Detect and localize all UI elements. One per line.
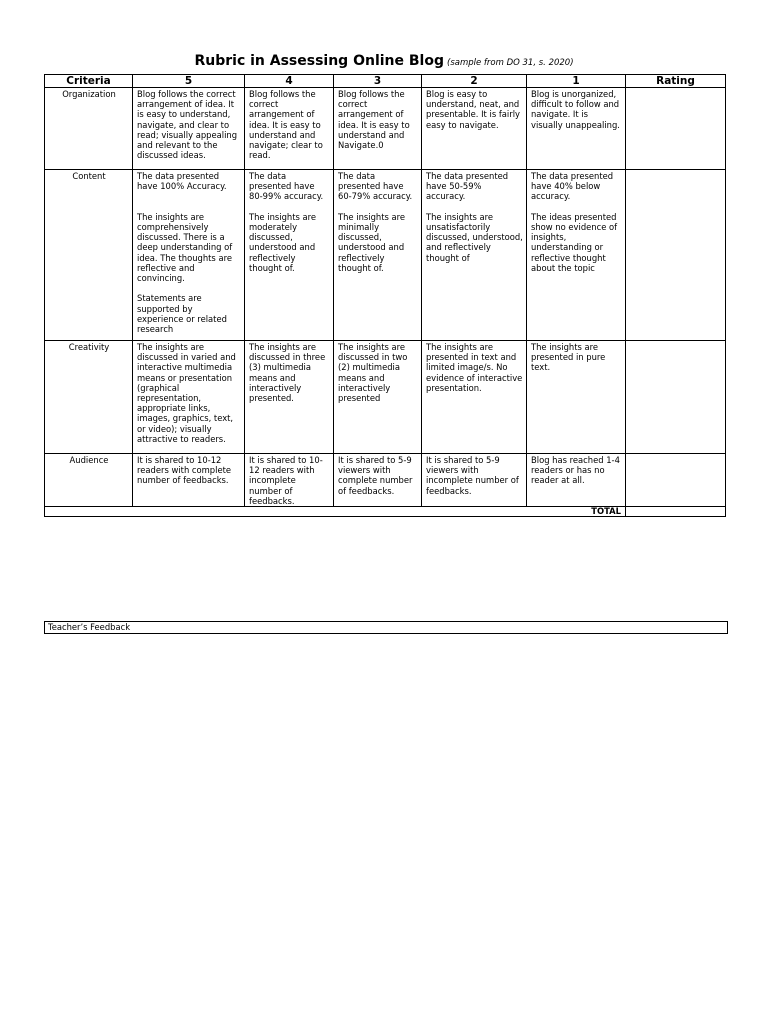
cell-content-3 <box>334 170 422 341</box>
cell-text: It is shared to 10-12 readers with incomplete number of feedbacks. <box>249 455 323 506</box>
criteria-organization: Organization <box>45 88 133 170</box>
header-score-4: 4 <box>245 75 334 88</box>
page-title <box>0 50 768 69</box>
cell-text: The insights are discussed in two (2) multimedia means and interactively presented <box>338 342 408 404</box>
cell-organization-2 <box>422 88 527 170</box>
cell-text: The insights are presented in text and limited image/s. No evidence of interactive presentation. <box>426 342 523 393</box>
header-score-2: 2 <box>422 75 527 88</box>
cell-content-4 <box>245 170 334 341</box>
rating-creativity[interactable] <box>626 341 726 454</box>
rating-content[interactable] <box>626 170 726 341</box>
cell-audience-3 <box>334 454 422 507</box>
cell-text: Blog follows the correct arrangement of idea. It is easy to understand and Navigate.0 <box>338 89 410 151</box>
cell-creativity-4 <box>245 341 334 454</box>
header-score-1: 1 <box>527 75 626 88</box>
total-label: TOTAL <box>45 507 626 517</box>
header-rating: Rating <box>626 75 726 88</box>
header-row <box>45 75 726 88</box>
cell-creativity-2 <box>422 341 527 454</box>
cell-text: The data presented have 40% below accuracy. The ideas presented show no evidence of insights, understanding or reflective thought about the topic <box>531 171 618 273</box>
total-value[interactable] <box>626 507 726 517</box>
cell-creativity-5 <box>133 341 245 454</box>
header-criteria: Criteria <box>45 75 133 88</box>
cell-content-1 <box>527 170 626 341</box>
cell-text: Blog has reached 1-4 readers or has no reader at all. <box>531 455 620 486</box>
cell-organization-5 <box>133 88 245 170</box>
cell-audience-4 <box>245 454 334 507</box>
cell-audience-2 <box>422 454 527 507</box>
cell-text: It is shared to 10-12 readers with complete number of feedbacks. <box>137 455 232 486</box>
cell-text: The data presented have 50-59% accuracy. The insights are unsatisfactorily discussed, understood, and reflectively thought of <box>426 171 523 263</box>
rubric-table <box>44 74 726 517</box>
criteria-creativity: Creativity <box>45 341 133 454</box>
cell-organization-4 <box>245 88 334 170</box>
cell-text: Blog follows the correct arrangement of idea. It is easy to understand and navigate; clear to read. <box>249 89 323 161</box>
teacher-feedback-box[interactable] <box>44 621 728 634</box>
rating-audience[interactable] <box>626 454 726 507</box>
cell-text: Blog is easy to understand, neat, and presentable. It is fairly easy to navigate. <box>426 89 520 130</box>
cell-audience-1 <box>527 454 626 507</box>
cell-text: The insights are presented in pure text. <box>531 342 606 373</box>
title-subtitle: (sample from DO 31, s. 2020) <box>447 58 574 68</box>
table-row-total <box>45 507 726 517</box>
cell-text: It is shared to 5-9 viewers with incomplete number of feedbacks. <box>426 455 519 496</box>
teacher-feedback-label: Teacher’s Feedback <box>48 622 131 632</box>
cell-text: The insights are discussed in three (3) multimedia means and interactively presented. <box>249 342 326 404</box>
title-main: Rubric in Assessing Online Blog <box>194 53 444 69</box>
cell-text: Blog follows the correct arrangement of idea. It is easy to understand, navigate, and clear to read; visually appealing and relevant to the discussed ideas. <box>137 89 238 161</box>
table-row-content <box>45 170 726 341</box>
cell-content-5 <box>133 170 245 341</box>
cell-creativity-1 <box>527 341 626 454</box>
cell-creativity-3 <box>334 341 422 454</box>
header-score-5: 5 <box>133 75 245 88</box>
header-score-3: 3 <box>334 75 422 88</box>
rating-organization[interactable] <box>626 88 726 170</box>
criteria-content: Content <box>45 170 133 341</box>
cell-text: Blog is unorganized, difficult to follow and navigate. It is visually unappealing. <box>531 89 620 130</box>
cell-text: The insights are discussed in varied and interactive multimedia means or presentation (graphical representation, appropriate links, images, graphics, text, or video); visually attractive to readers. <box>137 342 236 444</box>
cell-organization-3 <box>334 88 422 170</box>
cell-text: It is shared to 5-9 viewers with complete number of feedbacks. <box>338 455 413 496</box>
cell-text: The data presented have 60-79% accuracy. The insights are minimally discussed, understood and reflectively thought of. <box>338 171 413 273</box>
table-row-audience <box>45 454 726 507</box>
cell-content-2 <box>422 170 527 341</box>
criteria-audience: Audience <box>45 454 133 507</box>
cell-text: The data presented have 80-99% accuracy. The insights are moderately discussed, understood and reflectively thought of. <box>249 171 324 273</box>
table-row-creativity <box>45 341 726 454</box>
table-row-organization <box>45 88 726 170</box>
cell-audience-5 <box>133 454 245 507</box>
cell-text: The data presented have 100% Accuracy. The insights are comprehensively discussed. There is a deep understanding of idea. The thoughts are reflective and convincing. Statements are supported by experience or related research <box>137 171 233 335</box>
cell-organization-1 <box>527 88 626 170</box>
